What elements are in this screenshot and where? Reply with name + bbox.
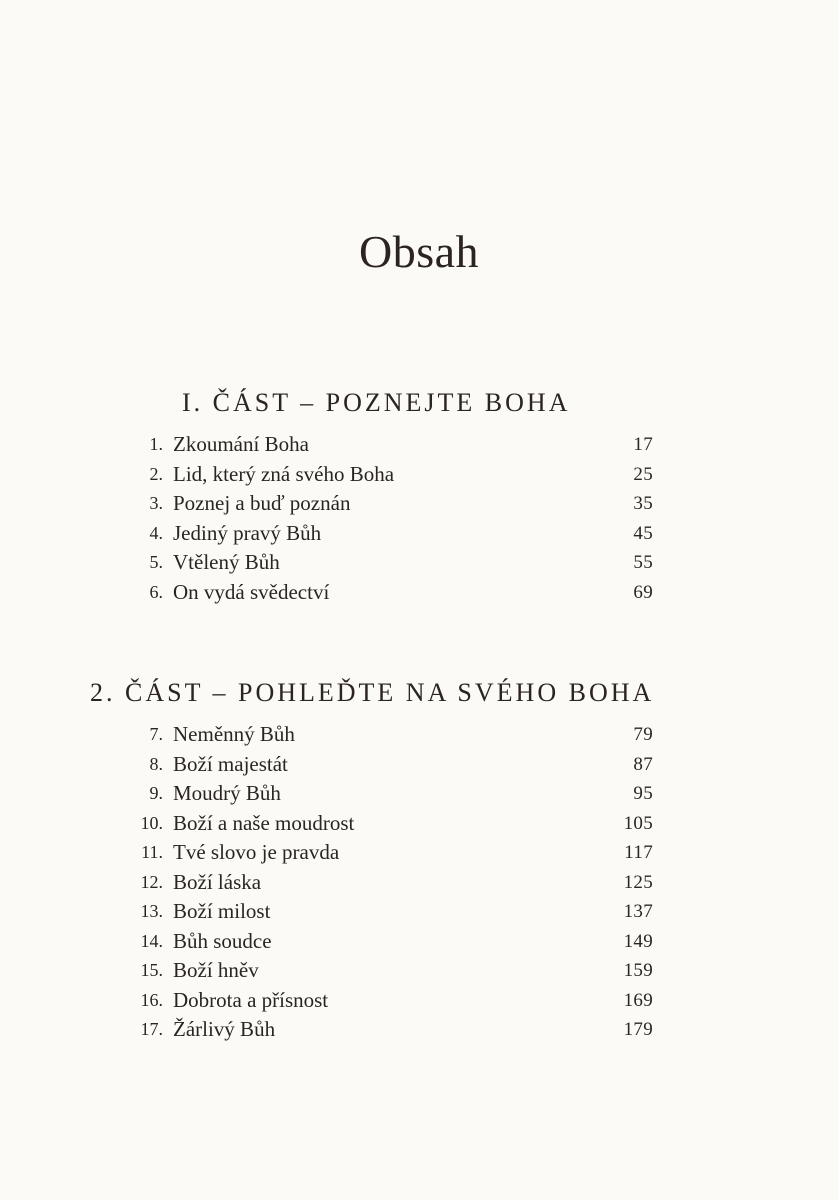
entry-page: 87 (633, 753, 653, 775)
entry-title: Lid, který zná svého Boha (173, 461, 395, 486)
entry-page: 25 (633, 463, 653, 485)
entry-title: Jediný pravý Bůh (173, 520, 322, 545)
entry-number: 16. (140, 989, 163, 1010)
entry-title: Neměnný Bůh (173, 722, 295, 746)
entry-number: 6. (149, 581, 163, 602)
entry-number: 3. (149, 493, 163, 513)
entry-page: 149 (623, 930, 653, 952)
entry-page: 159 (623, 960, 653, 981)
toc-entry (100, 779, 660, 809)
entry-page: 117 (624, 842, 653, 863)
entry-page: 95 (633, 783, 653, 804)
toc-entry (100, 1015, 660, 1045)
toc-entry (100, 750, 660, 780)
entry-title: On vydá svědectví (173, 579, 330, 604)
entry-title: Boží a naše moudrost (173, 810, 355, 835)
entry-title: Poznej a buď poznán (173, 491, 351, 515)
entry-number: 14. (140, 930, 163, 951)
entry-title: Boží majestát (173, 751, 288, 776)
entry-title: Boží láska (173, 869, 262, 894)
entry-number: 5. (149, 552, 163, 572)
entry-number: 11. (141, 842, 163, 862)
entry-title: Vtělený Bůh (173, 550, 280, 574)
entry-page: 55 (633, 552, 653, 573)
entry-title: Boží hněv (173, 958, 259, 982)
entry-page: 179 (623, 1019, 653, 1040)
entry-page: 35 (633, 493, 653, 514)
entry-page: 169 (623, 989, 653, 1011)
toc-entry (100, 460, 660, 490)
entry-title: Dobrota a přísnost (173, 987, 329, 1012)
toc-entry (100, 897, 660, 927)
part-heading-1: I. ČÁST – POZNEJTE BOHA (182, 388, 571, 417)
toc-entry (100, 868, 660, 898)
entry-number: 7. (149, 724, 163, 744)
entry-number: 17. (140, 1019, 163, 1039)
entry-page: 125 (623, 871, 653, 893)
entry-number: 2. (149, 463, 163, 484)
toc-entry (100, 720, 660, 750)
toc-entry (100, 489, 660, 519)
toc-list-part-2 (100, 720, 660, 1045)
entry-number: 9. (149, 783, 163, 803)
toc-entry (100, 927, 660, 957)
part-heading-2: 2. ČÁST – POHLEĎTE NA SVÉHO BOHA (90, 678, 655, 707)
entry-number: 10. (140, 812, 163, 833)
entry-page: 17 (633, 434, 653, 455)
entry-page: 45 (633, 522, 653, 544)
toc-entry (100, 519, 660, 549)
entry-number: 12. (140, 871, 163, 892)
toc-entry (100, 838, 660, 868)
entry-title: Žárlivý Bůh (173, 1017, 276, 1041)
entry-page: 69 (633, 581, 653, 603)
entry-page: 137 (623, 901, 653, 922)
entry-title: Boží milost (173, 899, 271, 923)
toc-entry (100, 548, 660, 578)
entry-title: Bůh soudce (173, 928, 272, 953)
toc-entry (100, 430, 660, 460)
entry-number: 15. (140, 960, 163, 980)
toc-list-part-1 (100, 430, 660, 607)
page-title: Obsah (358, 226, 480, 277)
entry-title: Tvé slovo je pravda (173, 840, 340, 864)
entry-number: 4. (149, 522, 163, 543)
entry-page: 79 (633, 724, 653, 745)
entry-title: Moudrý Bůh (173, 781, 281, 805)
entry-page: 105 (623, 812, 653, 834)
entry-number: 1. (149, 434, 163, 454)
toc-entry (100, 809, 660, 839)
toc-entry (100, 578, 660, 608)
toc-entry (100, 986, 660, 1016)
entry-number: 8. (149, 753, 163, 774)
entry-title: Zkoumání Boha (173, 432, 309, 456)
entry-number: 13. (140, 901, 163, 921)
toc-entry (100, 956, 660, 986)
